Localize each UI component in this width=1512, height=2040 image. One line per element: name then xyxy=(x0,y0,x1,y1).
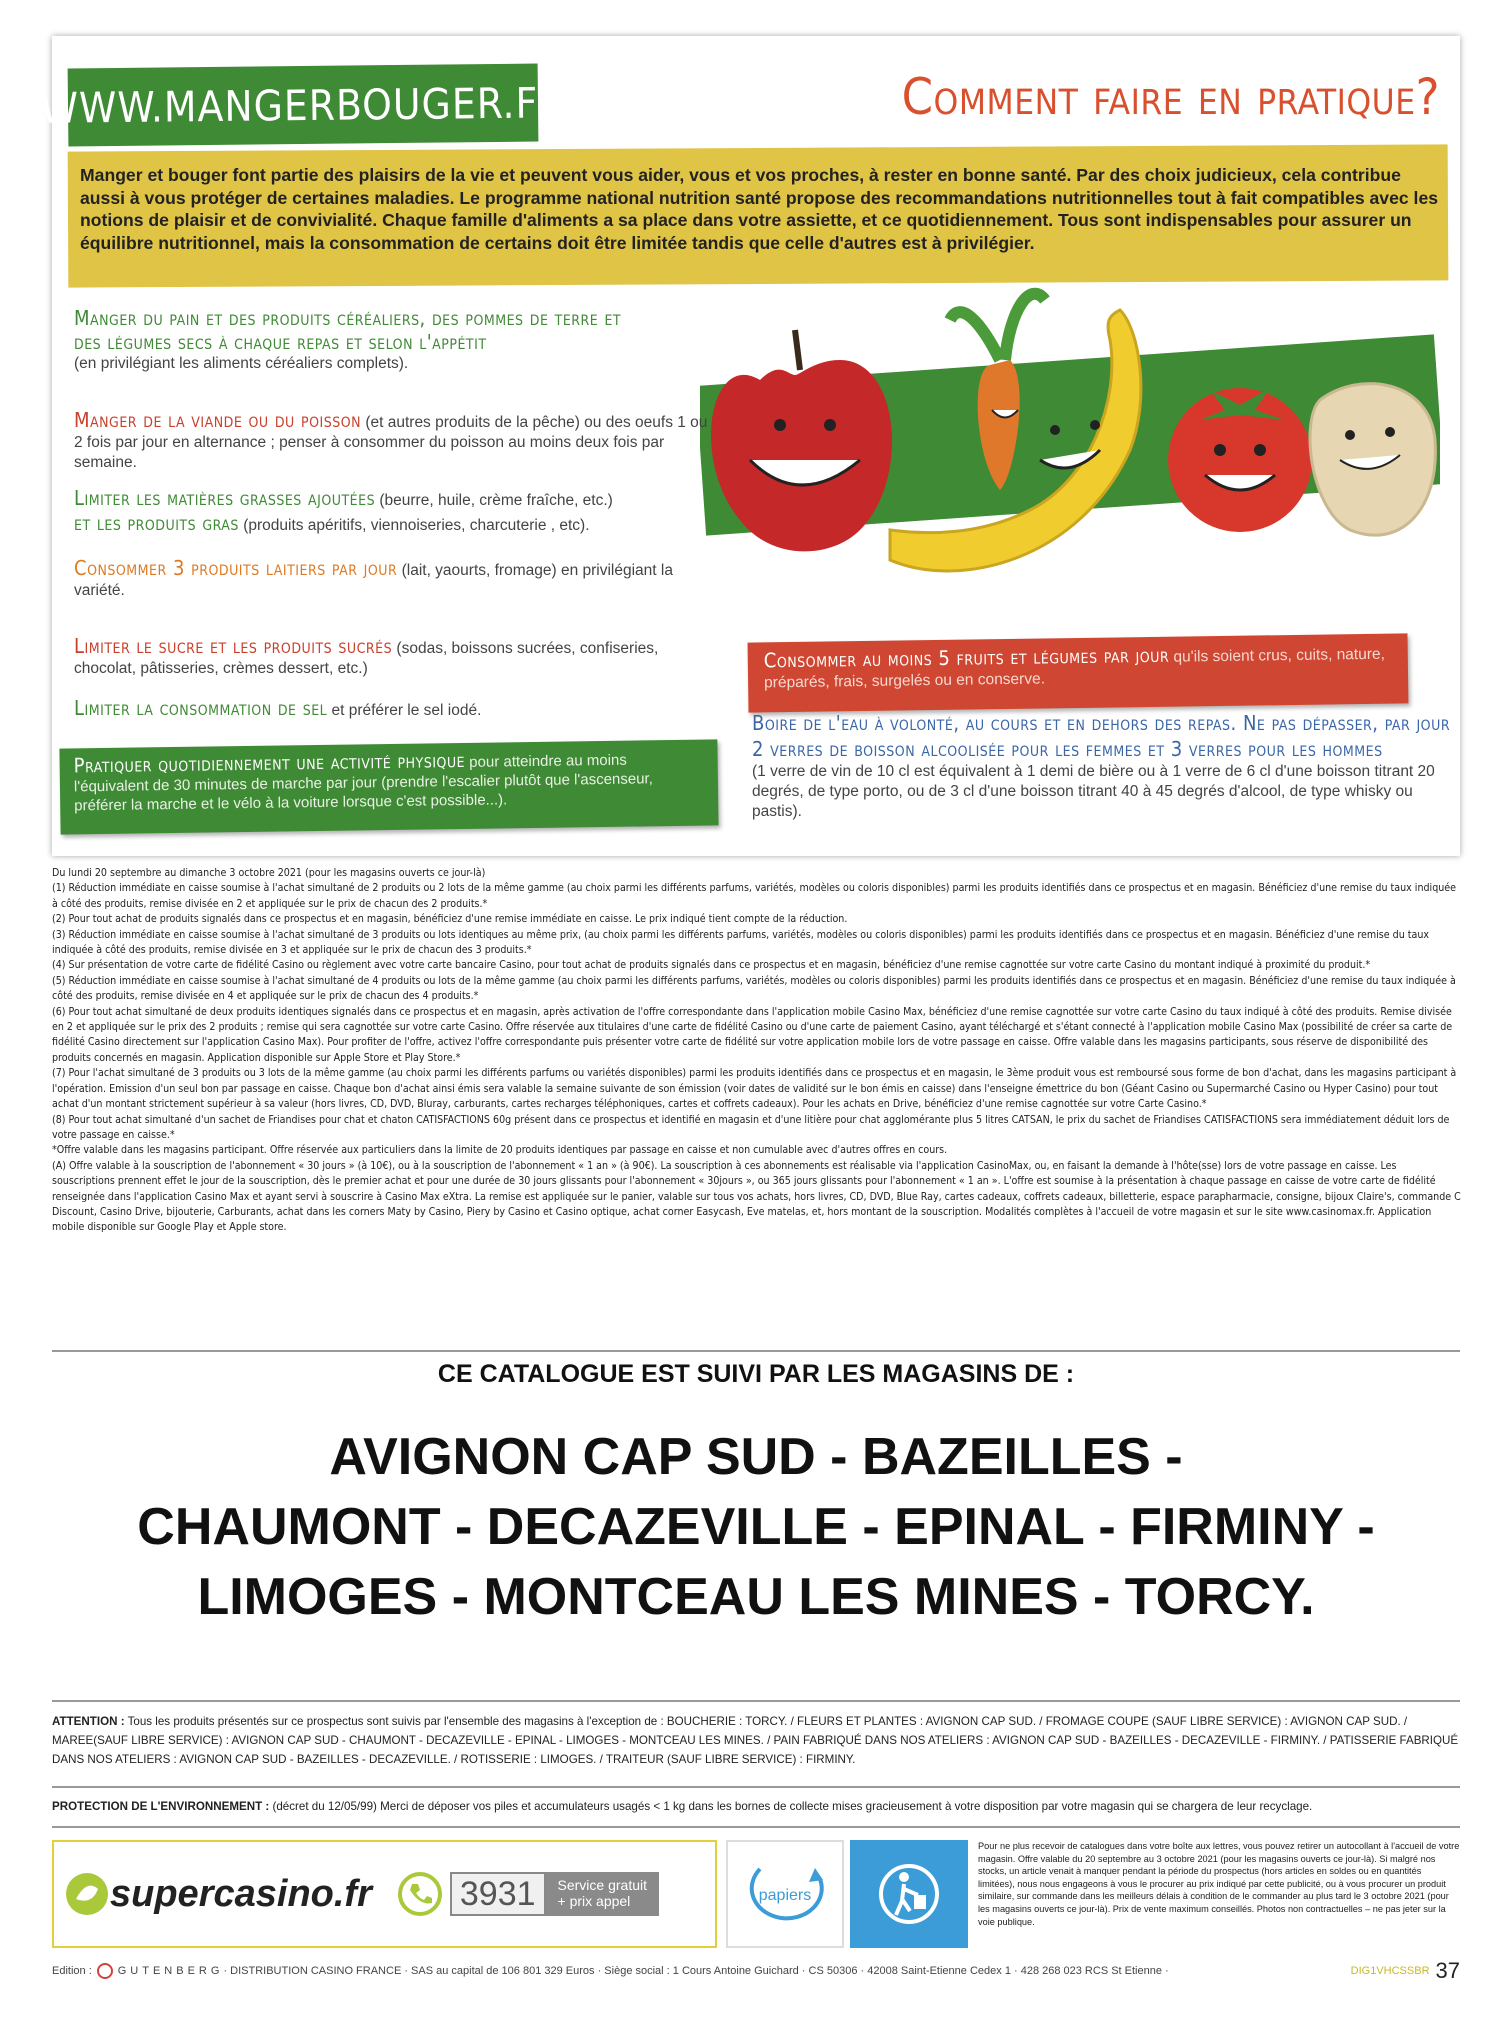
contact-box xyxy=(52,1840,717,1948)
phone-service[interactable] xyxy=(398,1872,659,1916)
rec-sucre-text: (sodas, boissons sucrées, confiseries, chocolat, pâtisseries, crèmes dessert, etc.) xyxy=(74,640,659,677)
attention-label: ATTENTION : xyxy=(52,1715,125,1728)
environment-notice xyxy=(52,1800,1460,1813)
recycle-logo xyxy=(850,1840,968,1948)
attention-text: Tous les produits présentés sur ce prospectus sont suivis par l'ensemble des magasins à l'exception de : BOUCHERIE : TORCY. / FLEURS ET PLANTES : AVIGNON CAP SUD. / FROMAGE COUPE (SAUF LIBRE SERVICE) : AVIGNON CAP SUD. / MAREE(SAUF LIBRE SERVICE) : AVIGNON CAP SUD - CHAUMONT - DECAZEVILLE - EPINAL - LIMOGES - MONTCEAU LES MINES. / PAIN FABRIQUÉ DANS NOS ATELIERS : AVIGNON CAP SUD - BAZEILLES - DECAZEVILLE - FIRMINY. / PATISSERIE FABRIQUÉ DANS NOS ATELIERS : AVIGNON CAP SUD - BAZEILLES - DECAZEVILLE. / ROTISSERIE : LIMOGES. / TRAITEUR (SAUF LIBRE SERVICE) : FIRMINY. xyxy=(52,1715,1459,1766)
catalogue-heading: CE CATALOGUE EST SUIVI PAR LES MAGASINS DE : xyxy=(437,1360,1075,1388)
edition-line xyxy=(52,1958,1460,1984)
legal-line: (1) Réduction immédiate en caisse soumise à l'achat simultané de 2 produits ou 2 lots de la même gamme (au choix parmi les différents parfums, variétés, modèles ou coloris disponibles) parmi les produits identifiés dans ce prospectus et en magasin. Bénéficiez d'une remise du taux indiquée à côté des produits, remise divisée en 2 et appliquée sur le prix de chacun des 2 produits.* xyxy=(52,882,1457,910)
papiers-logo xyxy=(726,1840,844,1948)
rec-pain-heading: Manger du pain et des produits céréaliers, des pommes de terre et des légumes secs à chaque repas et selon l'appétit xyxy=(74,306,622,354)
divider xyxy=(52,1350,1460,1352)
rec-sucre-heading: Limiter le sucre et les produits sucrés xyxy=(74,634,393,658)
stores-line: CHAUMONT - DECAZEVILLE - EPINAL - FIRMINY - xyxy=(137,1498,1375,1556)
rec-activite-heading: Pratiquer quotidiennement une activité physique xyxy=(73,747,466,778)
mangerbouger-banner xyxy=(40,64,566,147)
rec-gras-text: (produits apéritifs, viennoiseries, charcuterie , etc). xyxy=(238,517,590,534)
legal-line: (5) Réduction immédiate en caisse soumise à l'achat simultané de 4 produits ou lots de la même gamme (au choix parmi les différents parfums, variétés, modèles ou coloris disponibles) parmi les produits identifiés dans ce prospectus et en magasin. Bénéficiez d'une remise du taux indiquée à côté des produits, remise divisée en 4 et appliquée sur le prix de chacun des 4 produits.* xyxy=(52,974,1456,1003)
attention-notice xyxy=(52,1712,1460,1769)
legal-line: (7) Pour l'achat simultané de 3 produits ou 3 lots de la même gamme (au choix parmi les différents parfums ou variétés disponibles) parmi les produits identifiés dans ce prospectus et en magasin, le 3ème produit vous est remboursé sous forme de bon d'achat, dans les magasins participant à l'opération. Emission d'un seul bon par passage en caisse. Chaque bon d'achat ainsi émis sera valable la semaine suivante de son émission (voir dates de validité sur le bon émis en caisse) dans l'enseigne émettrice du bon (Géant Casino ou Supermarché Casino ou Hyper Casino) pour tout achat d'un montant strictement supérieur à sa valeur (hors livres, CD, DVD, Bluray, carburants, cartes recharges téléphoniques, cartes et coffrets cadeaux). Pour les achats en Drive, bénéficiez d'une remise cagnottée sur votre Carte Casino.* xyxy=(52,1067,1457,1111)
rec-eau xyxy=(752,710,1452,822)
divider xyxy=(52,1826,1460,1828)
stores-line: LIMOGES - MONTCEAU LES MINES - TORCY. xyxy=(197,1568,1315,1626)
gutenberg-logo: GUTENBERG xyxy=(117,1965,224,1977)
rec-viande-text: (et autres produits de la pêche) ou des oeufs 1 ou 2 fois par jour en alternance ; penser à consommer du poisson au moins deux fois par semaine. xyxy=(74,414,708,471)
edition-label: Edition : xyxy=(52,1965,92,1977)
intro-text: Manger et bouger font partie des plaisirs de la vie et peuvent vous aider, vous et vos proches, à rester en bonne santé. Par des choix judicieux, cela contribue aussi à vous protéger de certaines maladies. Le programme national nutrition santé propose des recommandations nutritionnelles tout à fait compatibles avec les notions de plaisir et de convivialité. Chaque famille d'aliments a sa place dans votre assiette, et ce quotidiennement. Tous sont indispensables pour assurer un équilibre nutritionnel, mais la consommation de certains doit être limitée tandis que celle d'autres est à privilégier. xyxy=(80,165,1439,253)
rec-pain xyxy=(74,306,654,374)
legal-line: (6) Pour tout achat simultané de deux produits identiques signalés dans ce prospectus et en magasin, après activation de l'offre correspondante dans l'application mobile Casino Max, bénéficiez d'une remise cagnottée sur votre carte Casino du taux indiqué à côté des produits. Remise divisée en 2 et appliquée sur le prix des 2 produits ; remise qui sera cagnottée sur votre carte Casino. Offre réservée aux titulaires d'une carte de fidélité Casino ou d'une carte de paiement Casino, ayant téléchargé et s'étant connecté à l'application mobile Casino Max (possibilité de créer sa carte de fidélité Casino directement sur l'application Casino Max). Pour profiter de l'offre, activez l'offre correspondante puis présenter votre carte de fidélité sur votre application mobile lors de votre passage en caisse. Offre valable dans les magasins participants, sous réserve de disponibilité des produits concernés en magasin. Application disponible sur Apple Store et Play Store.* xyxy=(52,1005,1453,1064)
legal-line: Du lundi 20 septembre au dimanche 3 octobre 2021 (pour les magasins ouverts ce jour-là) xyxy=(52,867,486,879)
legal-line: (A) Offre valable à la souscription de l'abonnement « 30 jours » (à 10€), ou à la souscription de l'abonnement « 1 an » (à 90€). La souscription à ces abonnements est réalisable via l'application CasinoMax, ou, en faisant la demande à l'hôte(sse) lors de votre passage en caisse. Les souscriptions prennent effet le jour de la souscription, dès le premier achat et pour une durée de 30 jours glissants pour l'abonnement « 30jours », ou 365 jours glissants pour l'abonnement « 1 an ». L'offre est soumise à la présentation à chaque passage en caisse de votre carte de fidélité renseignée dans l'application Casino Max et ayant servi à souscrire à Casino Max eXtra. La remise est appliquée sur le panier, valable sur tous vos achats, hors livres, CD, DVD, Blue Ray, cartes cadeaux, coffrets cadeaux, billetterie, espace parapharmacie, consigne, bijoux Claire's, commande C Discount, Casino Drive, bijouterie, Carburants, achat dans les corners Maty by Casino, Piery by Casino et Casino optique, achat corner Easycash, Eve matelas, et, hors montant de la souscription. Modalités complètes à l'accueil de votre magasin et sur le site www.casinomax.fr. Application mobile disponible sur Google Play et Apple store. xyxy=(52,1159,1461,1234)
rec-matieres-heading: Limiter les matières grasses ajoutées xyxy=(74,486,376,510)
legal-line: (3) Réduction immédiate en caisse soumise à l'achat simultané de 3 produits ou lots identiques au même prix, (au choix parmi les différents parfums, variétés, modèles ou coloris disponibles) parmi les produits identifiés dans ce prospectus et en magasin. Bénéficiez d'une remise du taux indiquée à côté des produits, remise divisée en 3 et appliquée sur le prix de chacun des 3 produits.* xyxy=(52,928,1430,957)
recycle-person-icon xyxy=(874,1859,944,1929)
tomato-icon xyxy=(1168,388,1312,532)
rec-fruits-heading: Consommer au moins 5 fruits et légumes par jour xyxy=(763,642,1170,673)
rec-sel-heading: Limiter la consommation de sel xyxy=(74,696,328,720)
supercasino-logo[interactable] xyxy=(64,1871,372,1917)
casino-leaf-icon xyxy=(64,1871,110,1917)
rec-sel-text: et préférer le sel iodé. xyxy=(327,702,482,719)
rec-matieres-text: (beurre, huile, crème fraîche, etc.) xyxy=(375,492,613,509)
site-url: WWW.MANGERBOUGER.FR xyxy=(40,77,566,133)
phone-number[interactable]: 3931 xyxy=(450,1872,546,1916)
rec-matieres xyxy=(74,486,714,536)
legal-line: (2) Pour tout achat de produits signalés dans ce prospectus et en magasin, bénéficiez d'une remise immédiate en caisse. Le prix indiqué tient compte de la réduction. xyxy=(52,913,848,926)
edition-text: · DISTRIBUTION CASINO FRANCE · SAS au capital de 106 801 329 Euros · Siège social : 1 Cours Antoine Guichard · CS 50306 · 42008 Saint-Etienne Cedex 1 · 428 268 023 RCS St Etienne · xyxy=(223,1965,1169,1977)
rec-gras-heading: et les produits gras xyxy=(74,511,239,535)
potato-icon xyxy=(1310,384,1435,536)
rec-laitiers-heading: Consommer 3 produits laitiers par jour xyxy=(74,556,398,580)
rec-laitiers xyxy=(74,556,714,601)
rec-pain-text: (en privilégiant les aliments céréaliers complets). xyxy=(74,355,409,372)
rec-sel xyxy=(74,696,714,721)
stock-notice: Pour ne plus recevoir de catalogues dans votre boîte aux lettres, vous pouvez retirer un autocollant à l'accueil de votre magasin. Offre valable du 20 septembre au 3 octobre 2021 (pour les magasins ouverts ce jour-là). Si malgré nos stocks, un article venait à manquer pendant la période du prospectus (hors articles en soldes ou en quantités limitées), nous nous engageons à vous le procurer au prix indiqué par cette publicité, ou à vous procurer un produit similaire, sur commande dans les meilleurs délais à condition de le commander au plus tard le 3 octobre 2021 (pour les magasins ouverts ce jour-là). Prix de vente maximum conseillés. Photos non contractuelles – ne pas jeter sur la voie publique. xyxy=(978,1841,1460,1927)
rec-fruits-text: qu'ils soient crus, cuits, nature, préparés, frais, surgelés ou en conserve. xyxy=(763,645,1386,692)
rec-activite-text: pour atteindre au moins l'équivalent de 30 minutes de marche par jour (prendre l'escalier plutôt que l'ascenseur, préférer la marche et le vélo à la voiture lorsque c'est possible...). xyxy=(73,751,653,815)
rec-fruits xyxy=(748,633,1409,712)
page-number: 37 xyxy=(1435,1958,1460,1983)
rec-eau-text: (1 verre de vin de 10 cl est équivalent à 1 demi de bière ou à 1 verre de 6 cl d'une boisson titrant 20 degrés, de type porto, ou de 3 cl d'une boisson titrant 40 à 45 degrés d'alcool, de type whisky ou pastis). xyxy=(752,763,1435,820)
papiers-recycle-icon xyxy=(735,1854,835,1934)
protection-label: PROTECTION DE L'ENVIRONNEMENT : xyxy=(52,1800,270,1813)
poster-title: Comment faire en pratique? xyxy=(901,68,1440,126)
rec-viande-heading: Manger de la viande ou du poisson xyxy=(74,408,362,432)
protection-text: (décret du 12/05/99) Merci de déposer vos piles et accumulateurs usagés < 1 kg dans les bornes de collecte mises gracieusement à votre disposition par votre magasin qui se chargera de leur recyclage. xyxy=(269,1800,1313,1813)
divider xyxy=(52,1786,1460,1788)
service-line: Service gratuit xyxy=(557,1877,647,1893)
gutenberg-icon xyxy=(96,1962,114,1980)
phone-icon xyxy=(398,1872,442,1916)
rec-activite xyxy=(59,739,718,834)
site-link[interactable]: supercasino.fr xyxy=(110,1872,372,1915)
rec-eau-heading: Boire de l'eau à volonté, au cours et en dehors des repas. Ne pas dépasser, par jour 2 verres de boisson alcoolisée pour les femmes et 3 verres pour les hommes xyxy=(752,711,1451,761)
stores-list xyxy=(52,1422,1460,1632)
rec-laitiers-text: (lait, yaourts, fromage) en privilégiant la variété. xyxy=(74,562,673,599)
divider xyxy=(52,1700,1460,1702)
legal-line: *Offre valable dans les magasins participant. Offre réservée aux particuliers dans la limite de 20 produits identiques par passage en caisse et non cumulable avec d'autres offres en cours. xyxy=(52,1144,948,1157)
smiling-fruits-illustration xyxy=(700,260,1440,590)
phone-service-label xyxy=(546,1872,659,1916)
rec-sucre xyxy=(74,634,714,679)
service-line: + prix appel xyxy=(557,1893,631,1909)
stores-line: AVIGNON CAP SUD - BAZEILLES - xyxy=(329,1428,1183,1486)
legal-notes xyxy=(52,866,1462,1236)
legal-line: (4) Sur présentation de votre carte de fidélité Casino ou règlement avec votre carte bancaire Casino, pour tout achat de produits signalés dans ce prospectus et en magasin, bénéficiez d'une remise cagnottée sur votre carte Casino du montant indiqué à proximité du produit.* xyxy=(52,959,1371,972)
rec-viande xyxy=(74,408,714,473)
legal-line: (8) Pour tout achat simultané d'un sachet de Friandises pour chat et chaton CATISFACTIONS 60g présent dans ce prospectus et identifié en magasin et d'une litière pour chat agglomérante plus 5 litres CATSAN, le prix du sachet de Friandises CATISFACTIONS sera immédiatement déduit lors de votre passage en caisse.* xyxy=(52,1113,1450,1141)
edition-code: DIG1VHCSSBR xyxy=(1350,1965,1430,1977)
papiers-label: papiers xyxy=(758,1887,812,1904)
